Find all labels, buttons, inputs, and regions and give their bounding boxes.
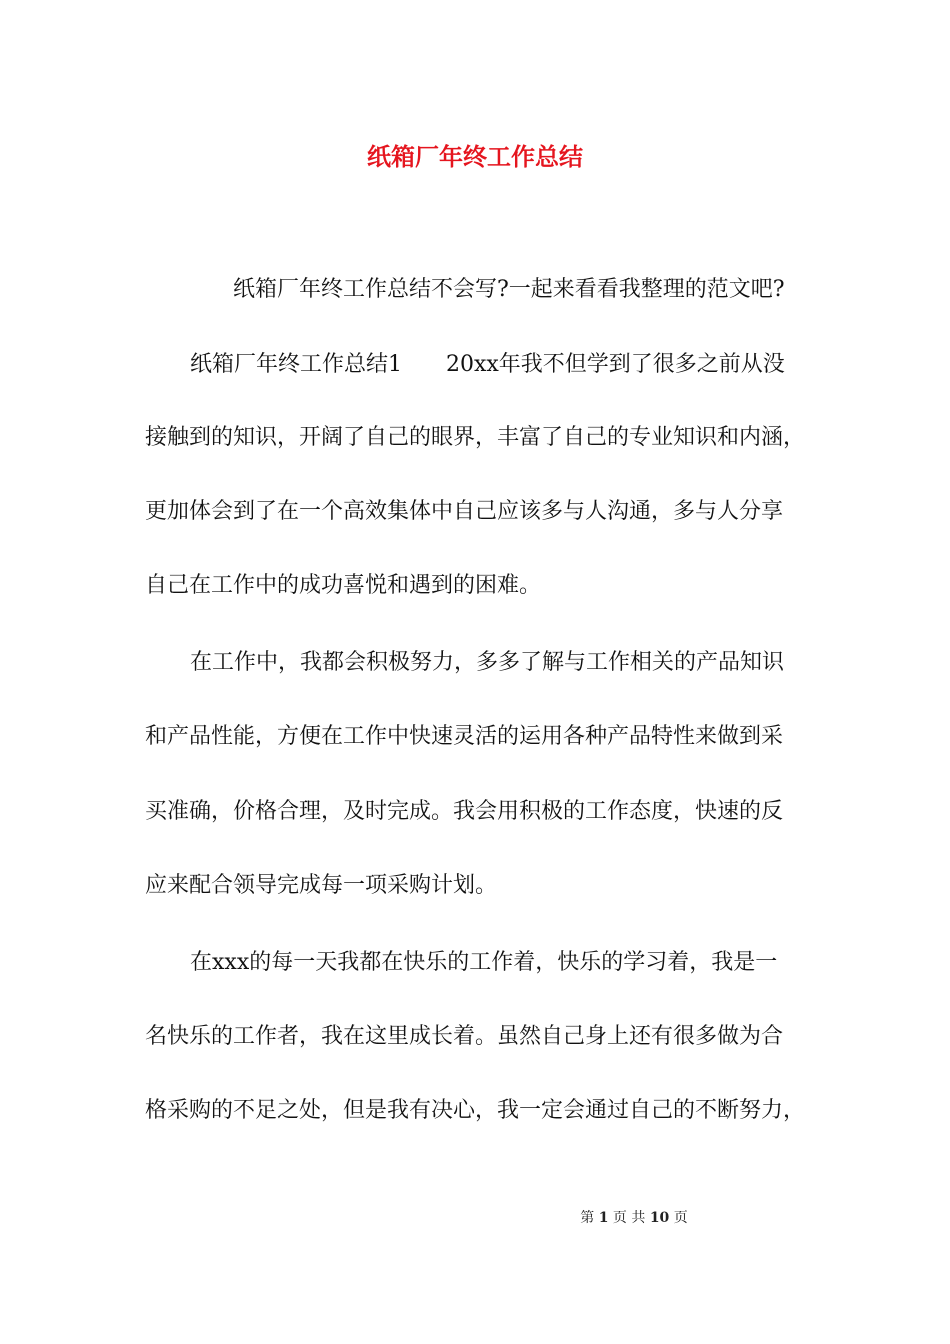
footer-middle: 页 共 [612,1210,646,1226]
paragraph-line: 自己在工作中的成功喜悦和遇到的困难。 [145,573,542,598]
paragraph-line: 应来配合领导完成每一项采购计划。 [145,873,498,898]
footer-suffix: 页 [673,1210,688,1226]
paragraph-line: 在xxx的每一天我都在快乐的工作着，快乐的学习着，我是一 [190,950,778,975]
paragraph-line: 纸箱厂年终工作总结1 20xx年我不但学到了很多之前从没 [190,352,785,377]
paragraph-line: 买准确，价格合理，及时完成。我会用积极的工作态度，快速的反 [145,799,784,824]
paragraph-line: 名快乐的工作者，我在这里成长着。虽然自己身上还有很多做为合 [145,1024,784,1049]
footer-total-pages: 10 [649,1210,670,1226]
paragraph-line: 格采购的不足之处，但是我有决心，我一定会通过自己的不断努力， [145,1098,806,1123]
document-title: 纸箱厂年终工作总结 [367,142,583,171]
paragraph-line: 接触到的知识，开阔了自己的眼界，丰富了自己的专业知识和内涵， [145,425,806,450]
paragraph-line: 纸箱厂年终工作总结不会写?一起来看看我整理的范文吧? [233,277,785,302]
footer-prefix: 第 [580,1210,595,1226]
footer-page-number: 1 [598,1210,609,1226]
paragraph-line: 和产品性能，方便在工作中快速灵活的运用各种产品特性来做到采 [145,724,784,749]
paragraph-line: 在工作中，我都会积极努力，多多了解与工作相关的产品知识 [190,650,785,675]
paragraph-line: 更加体会到了在一个高效集体中自己应该多与人沟通，多与人分享 [145,499,784,524]
page-footer [0,1207,950,1227]
